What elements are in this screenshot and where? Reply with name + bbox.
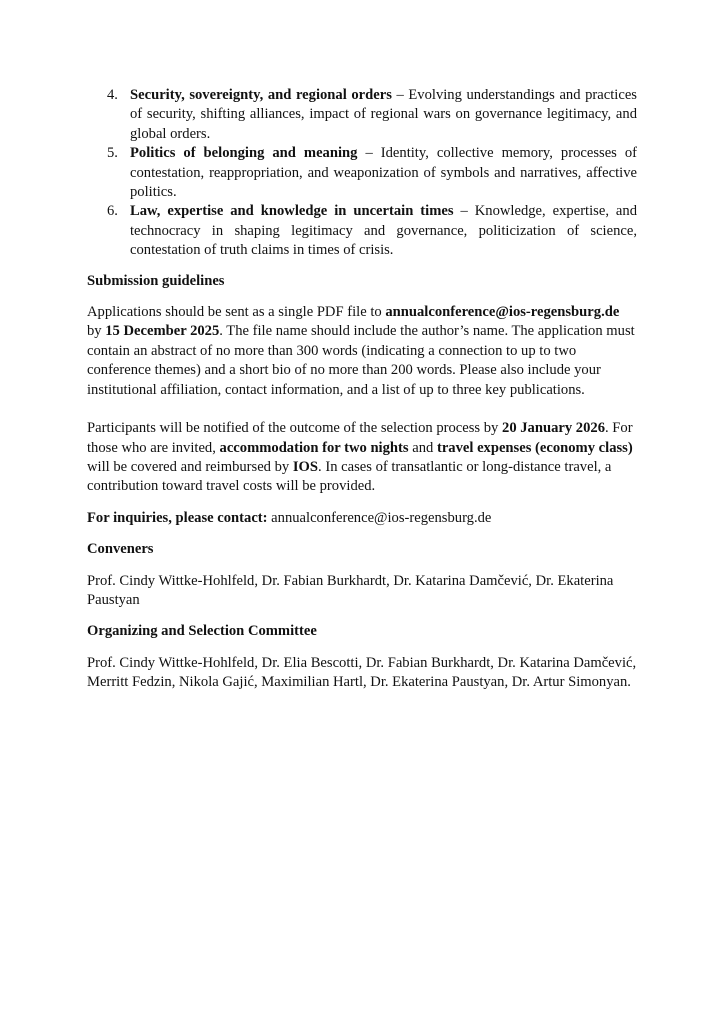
theme-description: – Knowledge, expertise, and technocracy in shaping legitimacy and governance, politicization of science, contestation of truth claims in times of crisis. [130, 203, 637, 259]
inquiries-line [87, 509, 637, 528]
theme-number: 4. [107, 87, 118, 103]
theme-description: – Evolving understandings and practices of security, shifting alliances, impact of regional wars on governance legitimacy, and global orders. [130, 87, 637, 142]
theme-number: 6. [107, 203, 118, 220]
conference-themes-list [87, 86, 637, 261]
notification-date: 20 January 2026 [502, 420, 605, 437]
theme-item [87, 144, 637, 202]
notification-paragraph [87, 419, 637, 497]
accommodation-text: accommodation for two nights [219, 439, 409, 456]
text-run: by [87, 323, 106, 340]
submission-paragraph [87, 303, 637, 400]
travel-expenses-text: travel expenses (economy class) [436, 439, 633, 456]
conveners-names: Prof. Cindy Wittke-Hohlfeld, Dr. Fabian Burkhardt, Dr. Katarina Damčević, Dr. Ekaterina Paustyan [87, 572, 614, 608]
text-run: will be covered and reimbursed by [87, 458, 293, 475]
ios-text: IOS [292, 458, 319, 475]
theme-description: – Identity, collective memory, processes of contestation, reappropriation, and weaponization of symbols and narratives, affective politics. [130, 145, 638, 201]
theme-item [87, 202, 637, 260]
theme-title: Law, expertise and knowledge in uncertain times [130, 203, 454, 220]
document-page [87, 86, 637, 693]
theme-title: Politics of belonging and meaning [130, 145, 358, 162]
committee-heading: Organizing and Selection Committee [87, 623, 317, 640]
inquiries-email: annualconference@ios-regensburg.de [267, 509, 492, 526]
theme-item [87, 86, 637, 144]
submission-deadline: 15 December 2025 [105, 323, 220, 340]
conveners-heading: Conveners [87, 541, 154, 558]
text-run: and [408, 439, 437, 456]
text-run: . The file name should include the author’s name. The application must contain an abstract of no more than 300 words (indicating a connection to up to two conference themes) and a short bio of no more than 200 words. Please also include your institutional affiliation, contact information, and a list of up to three key publications. [87, 323, 635, 398]
text-run: Applications should be sent as a single PDF file to [87, 304, 386, 321]
text-run: . In cases of transatlantic or long-distance travel, a contribution toward travel costs will be provided. [87, 458, 612, 495]
submission-guidelines-heading: Submission guidelines [87, 272, 225, 289]
theme-number: 5. [107, 145, 118, 162]
text-run: . For those who are invited, [87, 420, 633, 456]
text-run: Participants will be notified of the outcome of the selection process by [87, 420, 503, 437]
submission-email: annualconference@ios-regensburg.de [385, 304, 620, 321]
theme-title: Security, sovereignty, and regional orders [130, 87, 392, 103]
inquiries-label: For inquiries, please contact: [87, 509, 268, 526]
committee-names: Prof. Cindy Wittke-Hohlfeld, Dr. Elia Bescotti, Dr. Fabian Burkhardt, Dr. Katarina Damčević, Merritt Fedzin, Nikola Gajić, Maximilian Hartl, Dr. Ekaterina Paustyan, Dr. Artur Simonyan. [87, 654, 637, 691]
